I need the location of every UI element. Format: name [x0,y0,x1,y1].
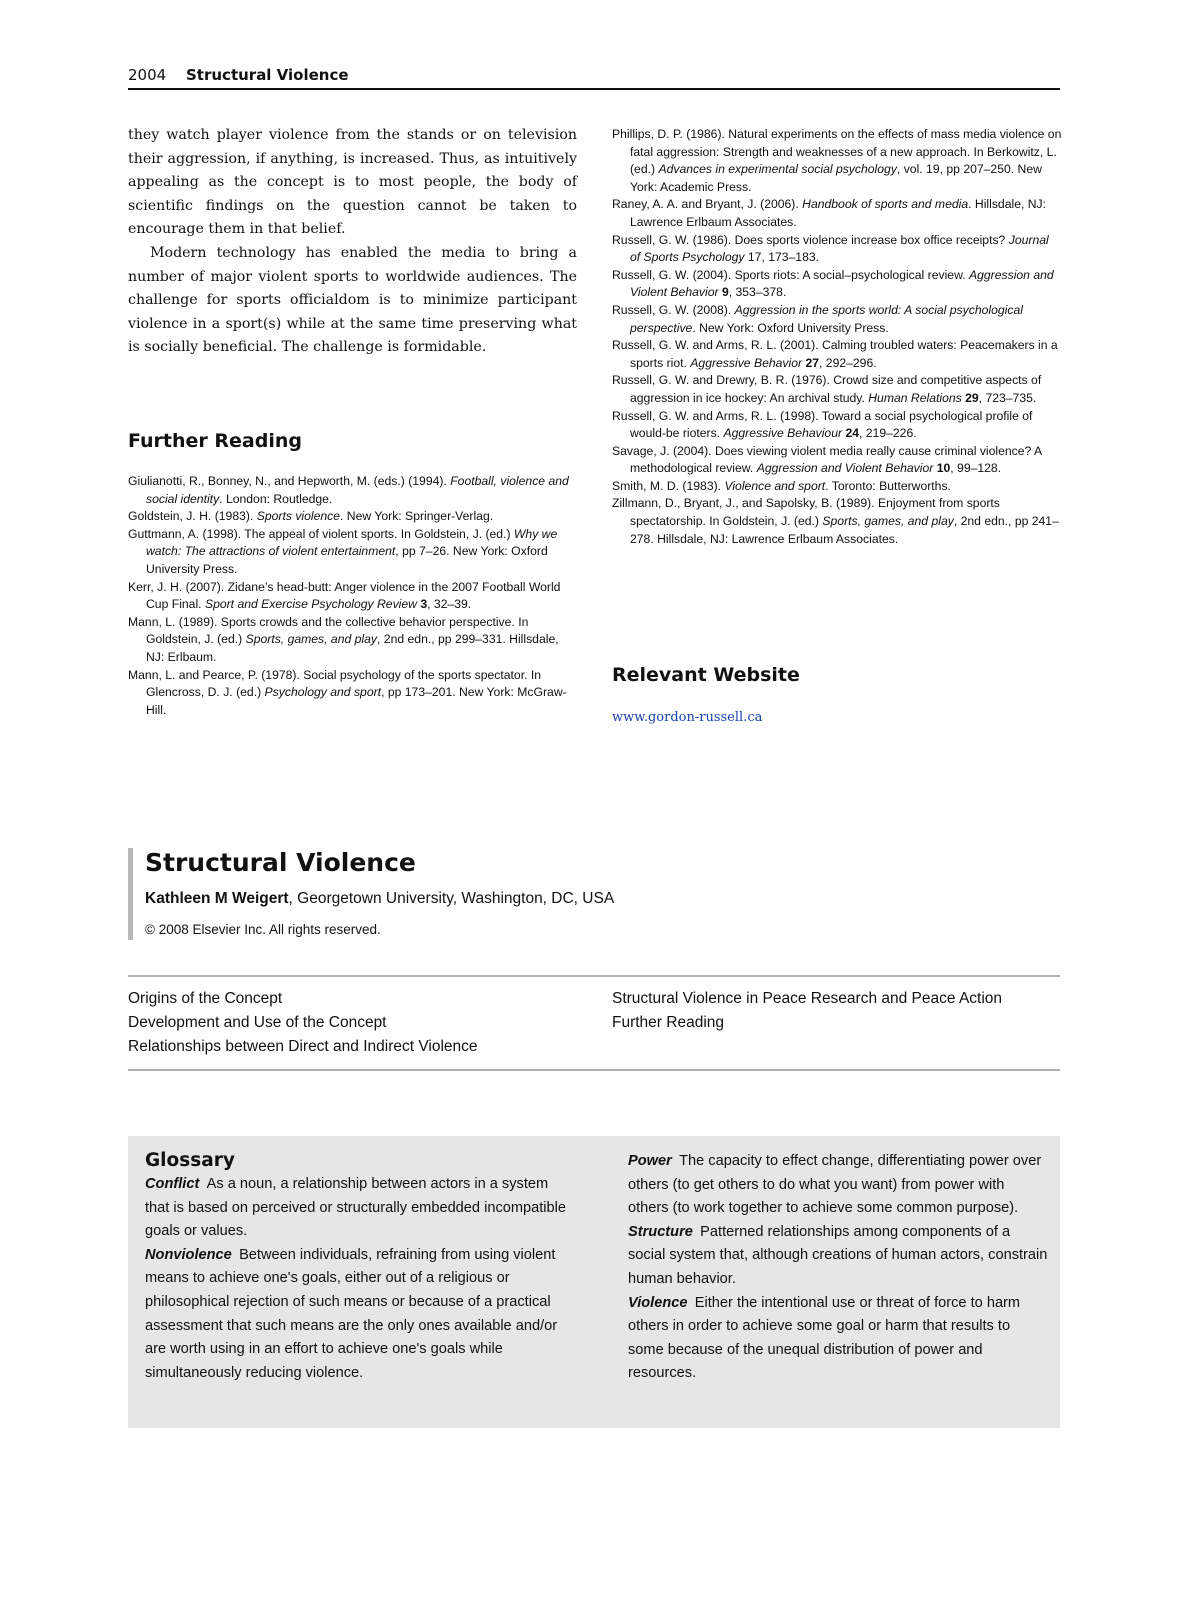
toc-column-right [612,987,1060,1035]
toc-item[interactable]: Structural Violence in Peace Research and Peace Action [612,990,1003,1007]
reference-entry: Raney, A. A. and Bryant, J. (2006). Handbook of sports and media. Hillsdale, NJ: Lawrence Erlbaum Associates. [612,197,1047,229]
running-header [128,66,1060,90]
copyright-notice: © 2008 Elsevier Inc. All rights reserved. [145,922,381,937]
glossary-entry: Violence Either the intentional use or threat of force to harm others in order to achieve some goal or harm that results to some because of the unequal distribution of power and resources. [628,1294,1021,1382]
reference-entry: Smith, M. D. (1983). Violence and sport. Toronto: Butterworths. [612,478,951,493]
glossary-term: Power [628,1153,672,1169]
reference-entry: Kerr, J. H. (2007). Zidane’s head-butt: Anger violence in the 2007 Football World Cup Final. Sport and Exercise Psychology Review 3, 32–39. [128,579,561,612]
article-author [145,890,705,908]
page-number: 2004 [128,66,167,84]
glossary-column-right [628,1150,1048,1386]
further-reading-heading: Further Reading [128,430,302,452]
article-title: Structural Violence [145,848,416,877]
body-paragraph: Modern technology has enabled the media to bring a number of major violent sports to worldwide audiences. The challenge for sports officialdom is to minimize participant violence in a sport(s) while at the same time preserving what is socially beneficial. The challenge is formidable. [128,244,577,356]
glossary-column-left [145,1173,570,1385]
glossary-entry: Conflict As a noun, a relationship between actors in a system that is based on perceived or structurally embedded incompatible goals or values. [145,1176,567,1240]
reference-entry: Guttmann, A. (1998). The appeal of violent sports. In Goldstein, J. (ed.) Why we watch: The attractions of violent entertainment, pp 7–26. New York: Oxford University Press. [128,526,558,576]
toc-item[interactable]: Further Reading [612,1014,725,1031]
article-header [128,848,705,940]
glossary-term: Conflict [145,1176,200,1192]
relevant-website-heading: Relevant Website [612,664,800,686]
author-affiliation: , Georgetown University, Washington, DC, USA [288,890,615,907]
website-link[interactable]: www.gordon-russell.ca [612,710,763,725]
glossary-entry: Nonviolence Between individuals, refraining from using violent means to achieve one's goals, either out of a religious or philosophical rejection of such means or because of a practical assessment that such means are the only ones available and/or are worth using in an effort to achieve one's goals while simultaneously reducing violence. [145,1246,558,1381]
table-of-contents [128,975,1060,1071]
toc-item[interactable]: Relationships between Direct and Indirect Violence [128,1038,478,1055]
reference-entry: Savage, J. (2004). Does viewing violent media really cause criminal violence? A methodological review. Aggression and Violent Behavior 10, 99–128. [612,443,1042,476]
glossary-box [128,1136,1060,1428]
reference-entry: Russell, G. W. and Drewry, B. R. (1976). Crowd size and competitive aspects of aggression in ice hockey: An archival study. Human Relations 29, 723–735. [612,373,1042,405]
body-text [128,124,577,360]
glossary-entry: Power The capacity to effect change, differentiating power over others (to get others to do what you want) from power with others (to work together to achieve some common purpose). [628,1153,1042,1217]
toc-item[interactable]: Development and Use of the Concept [128,1014,387,1031]
body-paragraph: they watch player violence from the stands or on television their aggression, if anything, is increased. Thus, as intuitively appealing as the concept is to most people, the body of scientific findings on the question cannot be taken to encourage them in that belief. [128,127,577,238]
glossary-term: Structure [628,1223,693,1240]
reference-entry: Phillips, D. P. (1986). Natural experiments on the effects of mass media violence on fatal aggression: Strength and weaknesses of a new approach. In Berkowitz, L. (ed.) Advances in experimental social psychology, vol. 19, pp 207–250. New York: Academic Press. [612,127,1062,194]
reference-entry: Goldstein, J. H. (1983). Sports violence. New York: Springer-Verlag. [128,509,494,524]
reference-entry: Russell, G. W. (2008). Aggression in the sports world: A social psychological perspective. New York: Oxford University Press. [612,302,1023,335]
glossary-term: Violence [628,1294,688,1311]
toc-column-left [128,987,598,1059]
glossary-entry: Structure Patterned relationships among components of a social system that, although creations of human actors, constrain human behavior. [628,1223,1048,1287]
toc-item[interactable]: Origins of the Concept [128,990,283,1007]
reference-entry: Zillmann, D., Bryant, J., and Sapolsky, B. (1989). Enjoyment from sports spectatorship. In Goldstein, J. (ed.) Sports, games, and play, 2nd edn., pp 241–278. Hillsdale, NJ: Lawrence Erlbaum Associates. [612,496,1059,546]
author-name: Kathleen M Weigert [145,890,289,907]
reference-list-right [612,126,1062,548]
glossary-term: Nonviolence [145,1246,232,1263]
reference-entry: Russell, G. W. and Arms, R. L. (1998). Toward a social psychological profile of would-be rioters. Aggressive Behaviour 24, 219–226. [612,408,1033,441]
reference-entry: Giulianotti, R., Bonney, N., and Hepworth, M. (eds.) (1994). Football, violence and social identity. London: Routledge. [128,474,569,506]
reference-entry: Russell, G. W. and Arms, R. L. (2001). Calming troubled waters: Peacemakers in a sports riot. Aggressive Behavior 27, 292–296. [612,338,1058,370]
reference-entry: Russell, G. W. (1986). Does sports violence increase box office receipts? Journal of Sports Psychology 17, 173–183. [612,232,1049,265]
reference-entry: Mann, L. and Pearce, P. (1978). Social psychology of the sports spectator. In Glencross, D. J. (ed.) Psychology and sport, pp 173–201. New York: McGraw-Hill. [128,667,567,717]
reference-entry: Mann, L. (1989). Sports crowds and the collective behavior perspective. In Goldstein, J. (ed.) Sports, games, and play, 2nd edn., pp 299–331. Hillsdale, NJ: Erlbaum. [128,614,559,664]
running-title: Structural Violence [186,66,349,84]
reference-list-left [128,473,578,719]
reference-entry: Russell, G. W. (2004). Sports riots: A social–psychological review. Aggression and Violent Behavior 9, 353–378. [612,267,1054,300]
glossary-title: Glossary [145,1150,235,1171]
